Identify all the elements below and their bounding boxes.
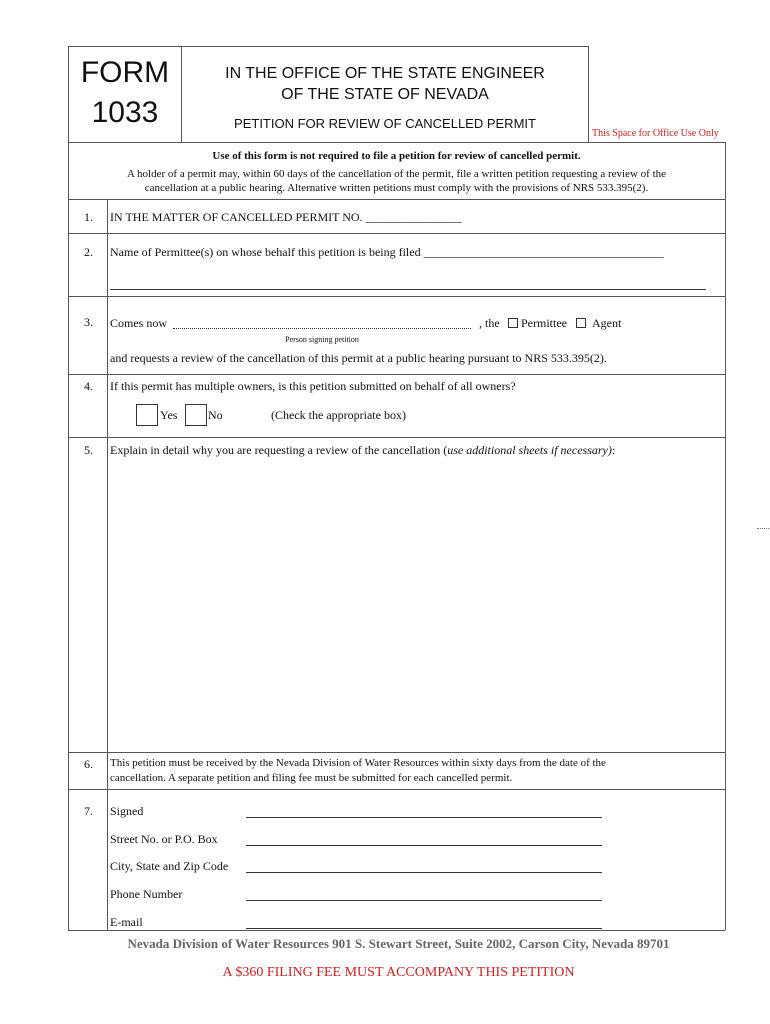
permittee-name-field[interactable]: Name of Permittee(s) on whose behalf this petition is being filed ________________________________________ bbox=[110, 245, 664, 259]
phone-label: Phone Number bbox=[110, 887, 183, 901]
item-7-number: 7. bbox=[84, 804, 93, 818]
explanation-textarea[interactable] bbox=[108, 460, 724, 750]
row-separator-1 bbox=[68, 199, 725, 200]
filing-fee-notice: A $360 FILING FEE MUST ACCOMPANY THIS PETITION bbox=[222, 965, 575, 980]
check-box-hint: (Check the appropriate box) bbox=[271, 408, 406, 422]
signed-field[interactable] bbox=[246, 817, 602, 818]
intro-notice: Use of this form is not required to file a petition for review of cancelled permit. bbox=[212, 150, 581, 162]
email-label: E-mail bbox=[110, 915, 143, 929]
person-signing-caption: Person signing petition bbox=[285, 335, 359, 344]
yes-label: Yes bbox=[160, 408, 178, 422]
office-use-label: This Space for Office Use Only bbox=[592, 128, 719, 139]
the-label: , the bbox=[479, 316, 500, 330]
no-checkbox[interactable] bbox=[185, 404, 207, 426]
permittee-label: Permittee bbox=[521, 316, 567, 330]
phone-field[interactable] bbox=[246, 900, 602, 901]
agent-label: Agent bbox=[592, 316, 622, 330]
item-4-number: 4. bbox=[84, 379, 93, 393]
explain-prompt-end: : bbox=[611, 443, 616, 457]
deadline-text-line-2: cancellation. A separate petition and filing fee must be submitted for each cancelled permit. bbox=[110, 772, 513, 784]
form-top-border bbox=[68, 142, 725, 143]
review-request-text: and requests a review of the cancellation of this permit at a public hearing pursuant to NRS 533.395(2). bbox=[110, 351, 607, 365]
deadline-text-line-1: This petition must be received by the Nevada Division of Water Resources within sixty days from the date of the bbox=[110, 757, 606, 769]
intro-line-2: cancellation at a public hearing. Alternative written petitions must comply with the provisions of NRS 533.395(2). bbox=[144, 182, 649, 194]
explain-prompt bbox=[110, 443, 615, 457]
email-field[interactable] bbox=[246, 928, 602, 929]
cancelled-permit-field[interactable]: IN THE MATTER OF CANCELLED PERMIT NO. ________________ bbox=[110, 210, 462, 224]
header-left-border bbox=[68, 46, 69, 142]
row-separator-5 bbox=[68, 437, 725, 438]
person-signing-field[interactable] bbox=[173, 328, 471, 329]
signed-label: Signed bbox=[110, 804, 144, 818]
no-label: No bbox=[208, 408, 223, 422]
comes-now-label: Comes now bbox=[110, 316, 167, 330]
office-line-1: IN THE OFFICE OF THE STATE ENGINEER bbox=[225, 65, 545, 82]
form-word: FORM bbox=[80, 56, 170, 89]
street-label: Street No. or P.O. Box bbox=[110, 832, 218, 846]
row-separator-4 bbox=[68, 374, 725, 375]
row-separator-3 bbox=[68, 296, 725, 297]
city-label: City, State and Zip Code bbox=[110, 859, 229, 873]
row-separator-7 bbox=[68, 789, 725, 790]
petition-title: PETITION FOR REVIEW OF CANCELLED PERMIT bbox=[234, 116, 536, 131]
street-field[interactable] bbox=[246, 845, 602, 846]
item-6-number: 6. bbox=[84, 757, 93, 771]
row-separator-6 bbox=[68, 752, 725, 753]
form-left-border bbox=[68, 142, 69, 930]
intro-line-1: A holder of a permit may, within 60 days of the cancellation of the permit, file a written petition requesting a review of the bbox=[126, 168, 667, 180]
item-5-number: 5. bbox=[84, 443, 93, 457]
header-top-border bbox=[68, 46, 589, 47]
agent-checkbox[interactable] bbox=[576, 318, 586, 328]
form-right-border bbox=[725, 142, 726, 930]
form-number: 1033 bbox=[91, 96, 159, 129]
item-1-number: 1. bbox=[84, 210, 93, 224]
division-address: Nevada Division of Water Resources 901 S. Stewart Street, Suite 2002, Carson City, Nevada 89701 bbox=[127, 936, 670, 951]
multiple-owners-question: If this permit has multiple owners, is this petition submitted on behalf of all owners? bbox=[110, 379, 516, 393]
office-line-2: OF THE STATE OF NEVADA bbox=[281, 86, 489, 103]
item-3-number: 3. bbox=[84, 315, 93, 329]
permittee-checkbox[interactable] bbox=[508, 318, 518, 328]
yes-checkbox[interactable] bbox=[136, 404, 158, 426]
item-2-number: 2. bbox=[84, 245, 93, 259]
city-field[interactable] bbox=[246, 872, 602, 873]
explain-prompt-italic: use additional sheets if necessary) bbox=[447, 443, 612, 457]
margin-mark bbox=[757, 528, 769, 529]
row-separator-2 bbox=[68, 233, 725, 234]
permittee-name-line-2[interactable] bbox=[110, 289, 706, 290]
explain-prompt-main: Explain in detail why you are requesting a review of the cancellation ( bbox=[110, 443, 448, 457]
header-right-border bbox=[588, 46, 589, 142]
form-bottom-border bbox=[68, 930, 725, 931]
